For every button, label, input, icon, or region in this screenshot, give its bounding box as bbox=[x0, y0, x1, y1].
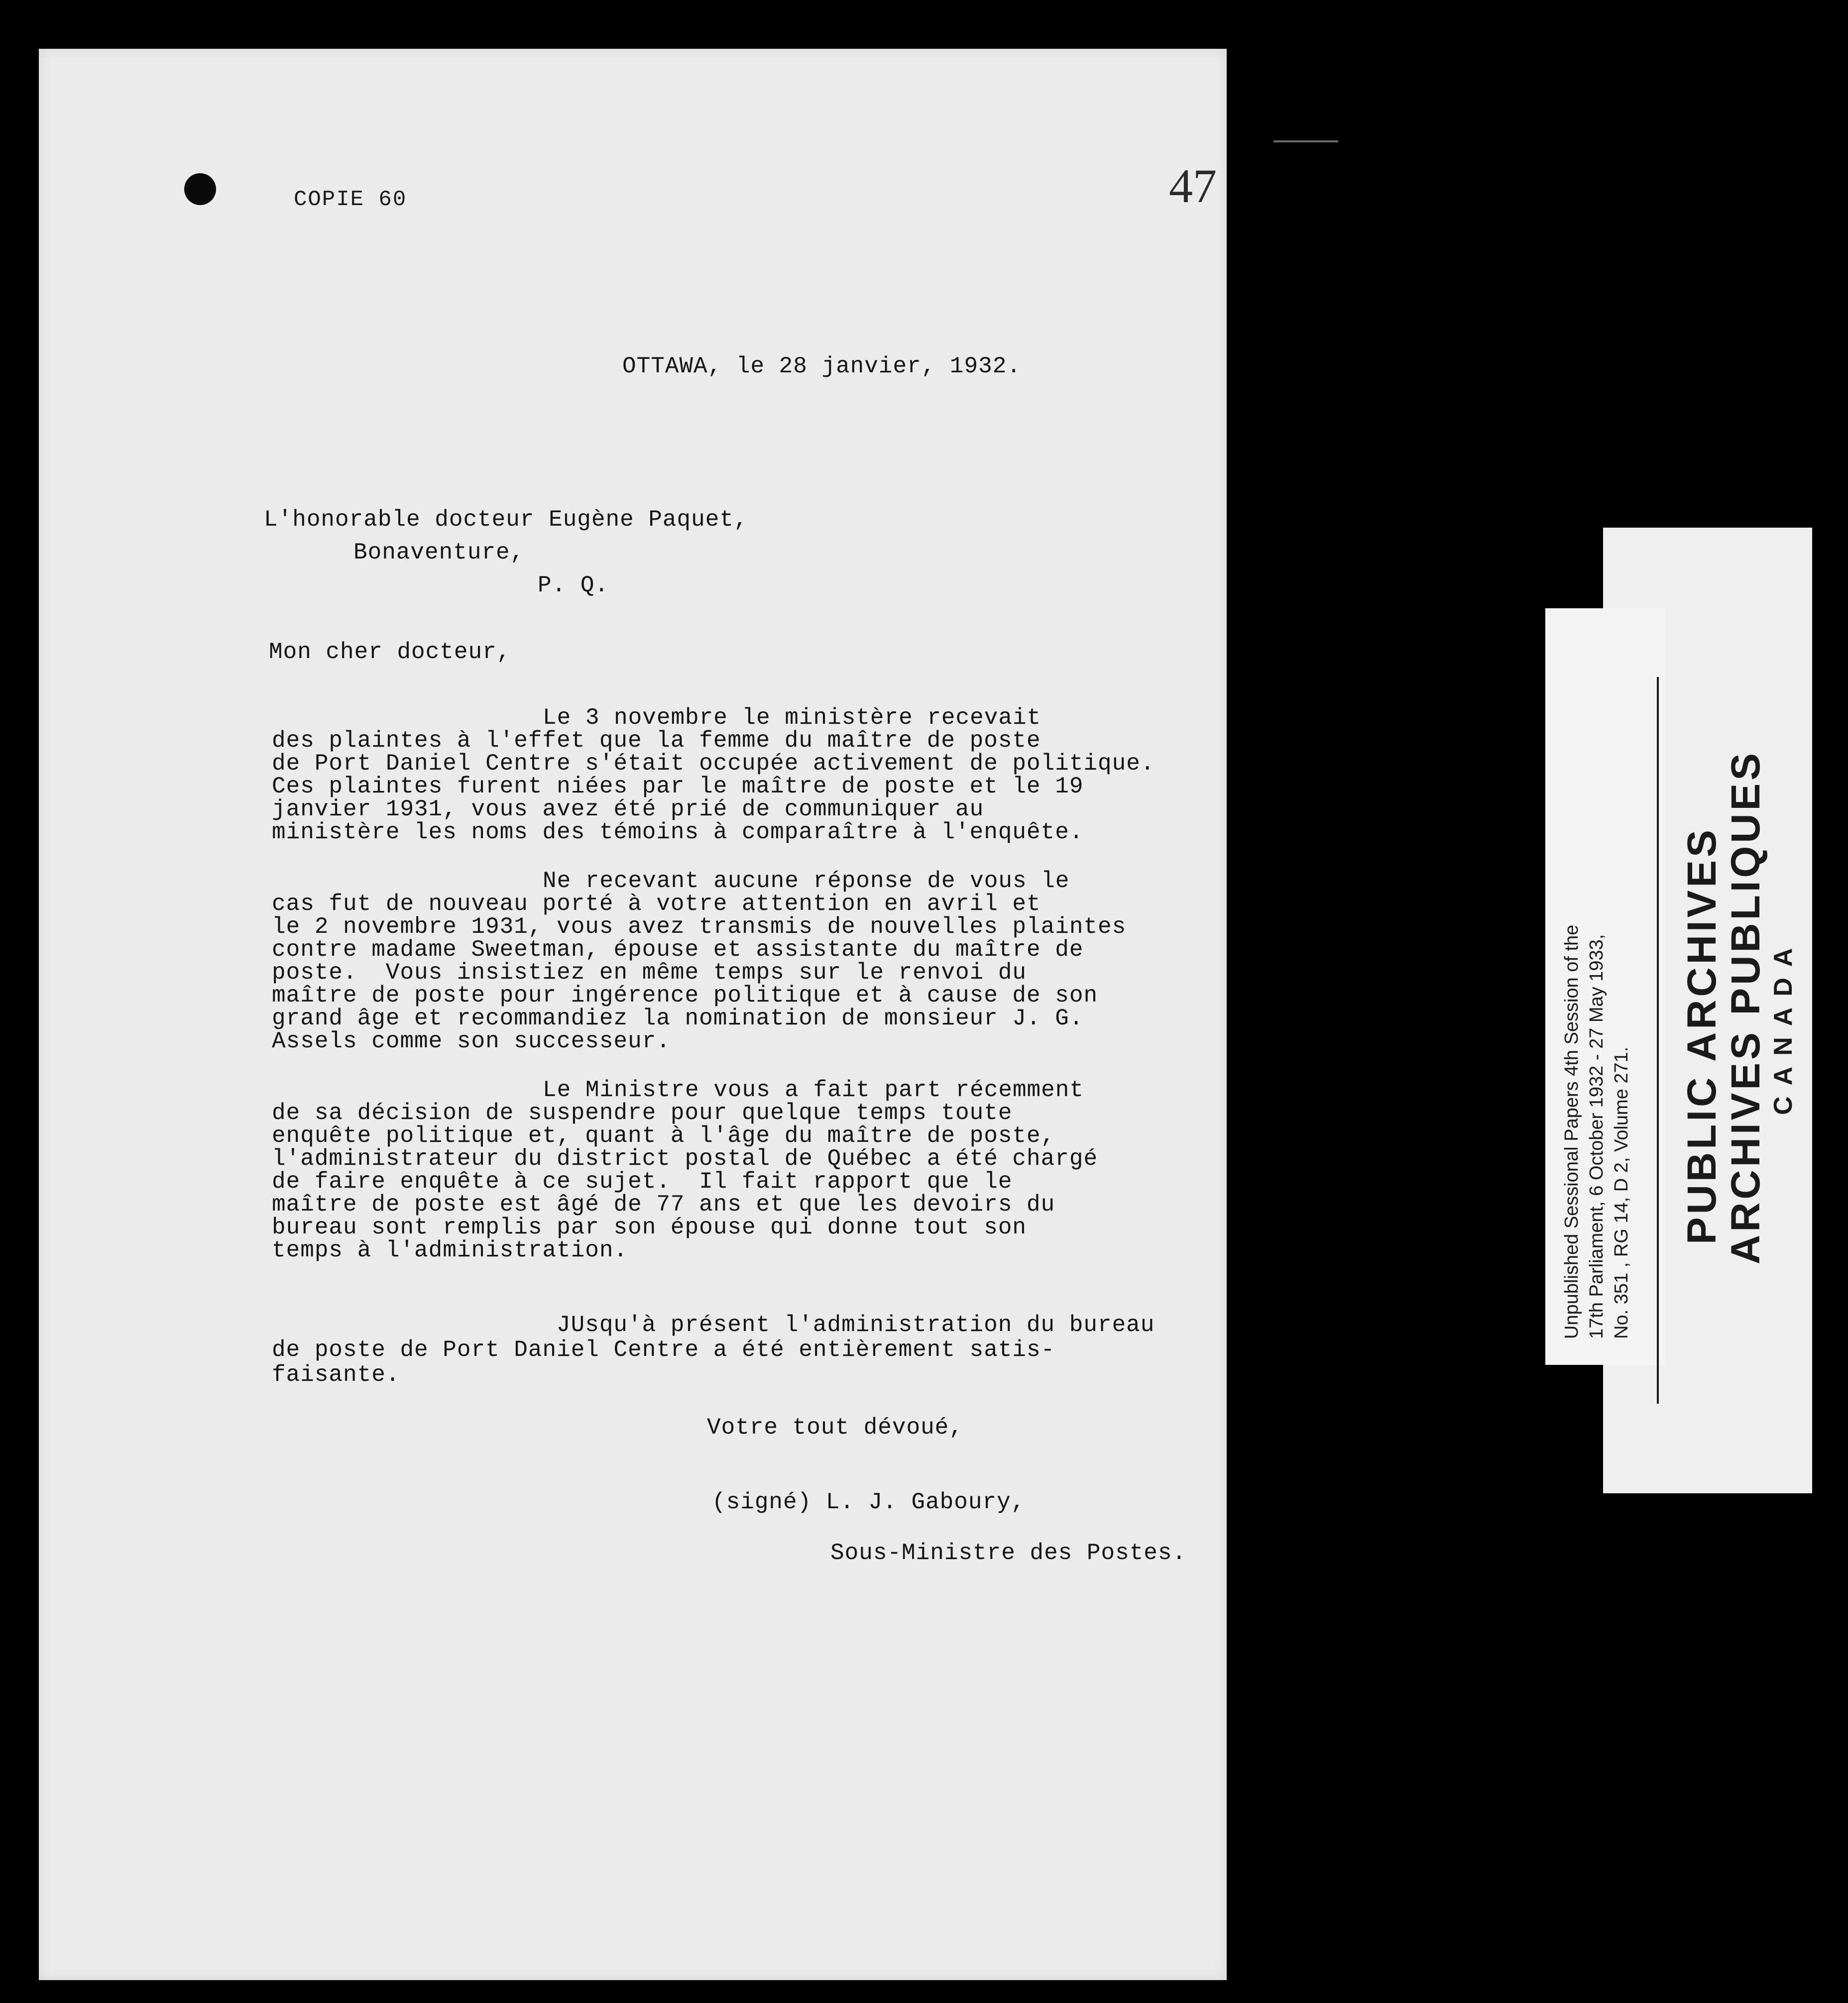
paragraph-line: JUsqu'à présent l'administration du bureau bbox=[557, 1312, 1155, 1338]
paragraph-line: maître de poste pour ingérence politique et à cause de son bbox=[272, 983, 1098, 1008]
paragraph-line: enquête politique et, quant à l'âge du maître de poste, bbox=[272, 1123, 1055, 1149]
recipient-line: L'honorable docteur Eugène Paquet, bbox=[264, 507, 748, 533]
paragraph-line: le 2 novembre 1931, vous avez transmis de nouvelles plaintes bbox=[272, 914, 1127, 940]
page-number: 47 bbox=[1169, 159, 1217, 213]
document-page bbox=[39, 49, 1227, 1980]
paragraph-line: maître de poste est âgé de 77 ans et que les devoirs du bbox=[272, 1192, 1055, 1218]
paragraph-line: poste. Vous insistiez en même temps sur le renvoi du bbox=[272, 960, 1027, 986]
label-divider bbox=[1657, 677, 1659, 1404]
archive-reference-line: Unpublished Sessional Papers 4th Session of the bbox=[1561, 924, 1582, 1339]
scan-tick-mark bbox=[1273, 140, 1338, 142]
signature: (signé) L. J. Gaboury, bbox=[712, 1489, 1026, 1515]
paragraph-line: faisante. bbox=[272, 1362, 400, 1388]
archive-stamp-line: ARCHIVES PUBLIQUES bbox=[1723, 750, 1768, 1264]
paragraph-line: des plaintes à l'effet que la femme du maître de poste bbox=[272, 728, 1041, 754]
punch-hole bbox=[184, 173, 216, 205]
signer-title: Sous-Ministre des Postes. bbox=[830, 1540, 1187, 1566]
salutation: Mon cher docteur, bbox=[269, 639, 511, 665]
closing: Votre tout dévoué, bbox=[707, 1415, 963, 1441]
paragraph-line: Ces plaintes furent niées par le maître de poste et le 19 bbox=[272, 774, 1084, 799]
paragraph-line: grand âge et recommandiez la nomination de monsieur J. G. bbox=[272, 1005, 1084, 1031]
paragraph-line: de sa décision de suspendre pour quelque temps toute bbox=[272, 1100, 1013, 1126]
paragraph-line: Le 3 novembre le ministère recevait bbox=[543, 705, 1041, 731]
archive-reference-line: No. 351 , RG 14, D 2, Volume 271. bbox=[1611, 1046, 1632, 1339]
recipient-line: P. Q. bbox=[538, 572, 609, 598]
copy-label: COPIE 60 bbox=[294, 187, 407, 212]
paragraph-line: temps à l'administration. bbox=[272, 1237, 628, 1263]
archive-country: CANADA bbox=[1769, 937, 1798, 1115]
paragraph-line: contre madame Sweetman, épouse et assistante du maître de bbox=[272, 937, 1084, 963]
archive-reference-line: 17th Parliament, 6 October 1932 - 27 May 1933, bbox=[1586, 934, 1607, 1339]
paragraph-line: de Port Daniel Centre s'était occupée activement de politique. bbox=[272, 751, 1155, 777]
recipient-line: Bonaventure, bbox=[353, 540, 525, 565]
paragraph-line: cas fut de nouveau porté à votre attention en avril et bbox=[272, 891, 1041, 917]
paragraph-line: Ne recevant aucune réponse de vous le bbox=[543, 868, 1070, 894]
archive-stamp-line: PUBLIC ARCHIVES bbox=[1679, 827, 1725, 1244]
paragraph-line: l'administrateur du district postal de Québec a été chargé bbox=[272, 1146, 1098, 1172]
paragraph-line: de faire enquête à ce sujet. Il fait rapport que le bbox=[272, 1169, 1013, 1195]
paragraph-line: Le Ministre vous a fait part récemment bbox=[543, 1077, 1084, 1103]
paragraph-line: Assels comme son successeur. bbox=[272, 1028, 671, 1054]
paragraph-line: bureau sont remplis par son épouse qui donne tout son bbox=[272, 1215, 1027, 1240]
paragraph-line: ministère les noms des témoins à comparaître à l'enquête. bbox=[272, 819, 1084, 845]
paragraph-line: janvier 1931, vous avez été prié de communiquer au bbox=[272, 796, 984, 822]
dateline: OTTAWA, le 28 janvier, 1932. bbox=[622, 353, 1021, 379]
paragraph-line: de poste de Port Daniel Centre a été entièrement satis- bbox=[272, 1337, 1055, 1363]
